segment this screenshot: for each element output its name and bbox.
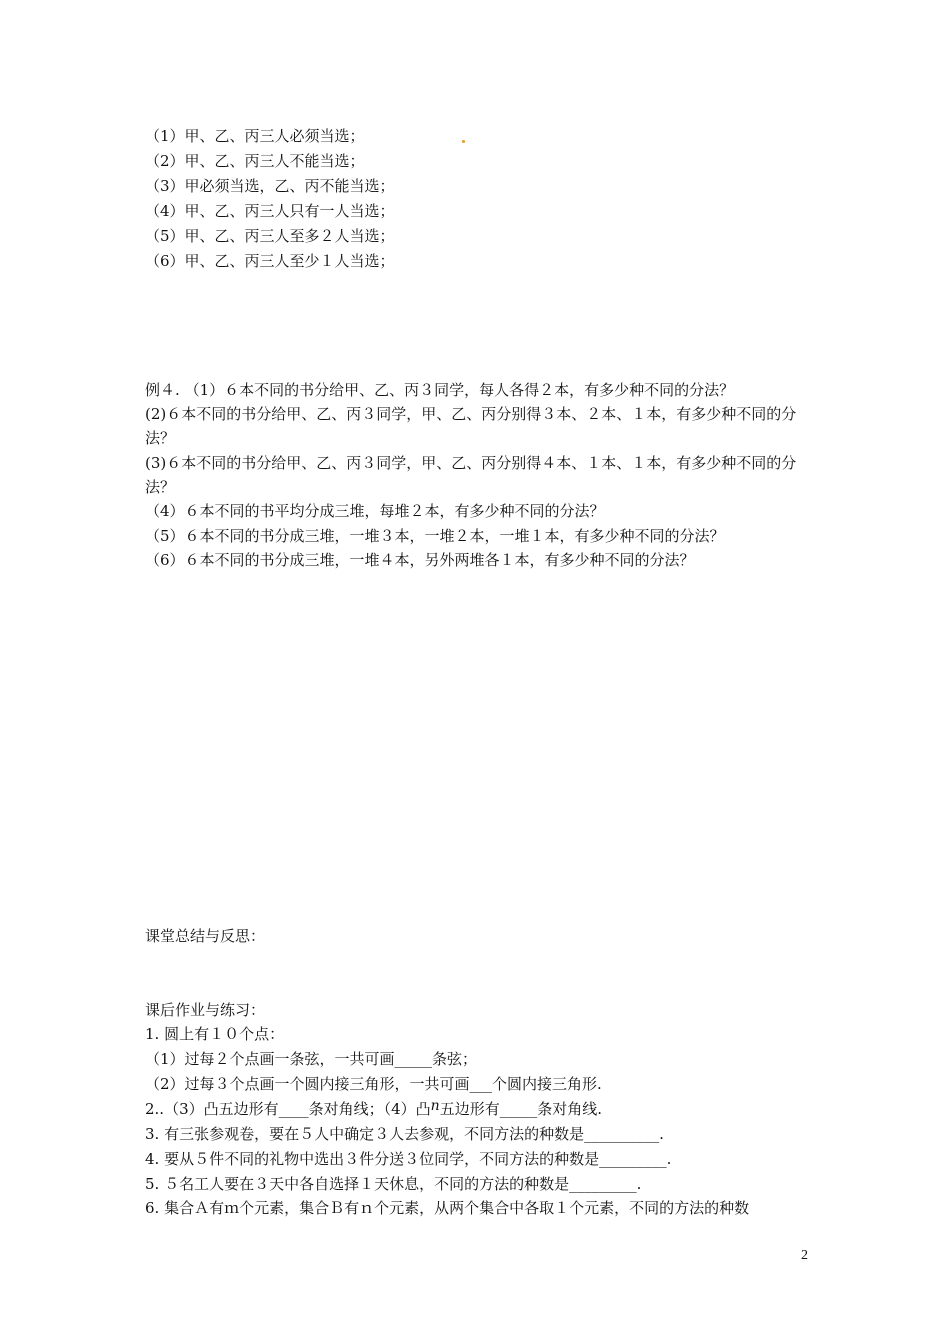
homework-q6: 6. 集合Ａ有ｍ个元素，集合Ｂ有ｎ个元素，从两个集合中各取１个元素，不同的方法的种数 [145, 1199, 750, 1217]
homework-heading: 课后作业与练习： [145, 1001, 266, 1019]
condition-2: （2）甲、乙、丙三人不能当选； [145, 152, 365, 170]
example4-part3: (3)６本不同的书分给甲、乙、丙３同学，甲、乙、丙分别得４本、１本、１本，有多少种不同的分 [145, 454, 797, 472]
homework-q4: 4. 要从５件不同的礼物中选出３件分送３位同学，不同方法的种数是_________. [145, 1150, 672, 1168]
homework-q1a: （1）过每２个点画一条弦，一共可画_____条弦； [145, 1050, 478, 1068]
example4-part3-cont: 法？ [145, 478, 176, 496]
homework-q3: 3. 有三张参观卷，要在５人中确定３人去参观，不同方法的种数是__________. [145, 1125, 664, 1143]
homework-q5: 5. ５名工人要在３天中各自选择１天休息，不同的方法的种数是_________. [145, 1175, 642, 1193]
homework-q2-part2: 五边形有_____条对角线. [439, 1100, 602, 1118]
example4-prefix: 例４. [145, 381, 180, 399]
homework-q1: 1. 圆上有１０个点： [145, 1025, 285, 1043]
page-number: 2 [801, 1248, 808, 1263]
example4-part2-cont: 法？ [145, 429, 176, 447]
example4-part6: （6）６本不同的书分成三堆，一堆４本，另外两堆各１本，有多少种不同的分法？ [145, 551, 695, 569]
condition-3: （3）甲必须当选，乙、丙不能当选； [145, 177, 395, 195]
homework-q2-variable: n [430, 1098, 440, 1114]
condition-1: （1）甲、乙、丙三人必须当选； [145, 127, 365, 145]
homework-q1b: （2）过每３个点画一个圆内接三角形，一共可画___个圆内接三角形. [145, 1075, 602, 1093]
condition-5: （5）甲、乙、丙三人至多２人当选； [145, 227, 395, 245]
example4-part5: （5）６本不同的书分成三堆，一堆３本，一堆２本，一堆１本，有多少种不同的分法？ [145, 527, 725, 545]
condition-6: （6）甲、乙、丙三人至少１人当选； [145, 252, 395, 270]
summary-heading: 课堂总结与反思： [145, 927, 266, 945]
scan-speck [462, 140, 465, 143]
homework-q2 [145, 1097, 602, 1122]
homework-q2-part1: 2..（3）凸五边形有____条对角线；（4）凸 [145, 1100, 431, 1118]
example4-part2: (2)６本不同的书分给甲、乙、丙３同学，甲、乙、丙分别得３本、２本、１本，有多少种不同的分 [145, 405, 797, 423]
condition-4: （4）甲、乙、丙三人只有一人当选； [145, 202, 395, 220]
example4-part4: （4）６本不同的书平均分成三堆，每堆２本，有多少种不同的分法？ [145, 502, 605, 520]
example4-part1: （1）６本不同的书分给甲、乙、丙３同学，每人各得２本，有多少种不同的分法？ [184, 381, 735, 399]
example4-line1 [145, 378, 734, 402]
